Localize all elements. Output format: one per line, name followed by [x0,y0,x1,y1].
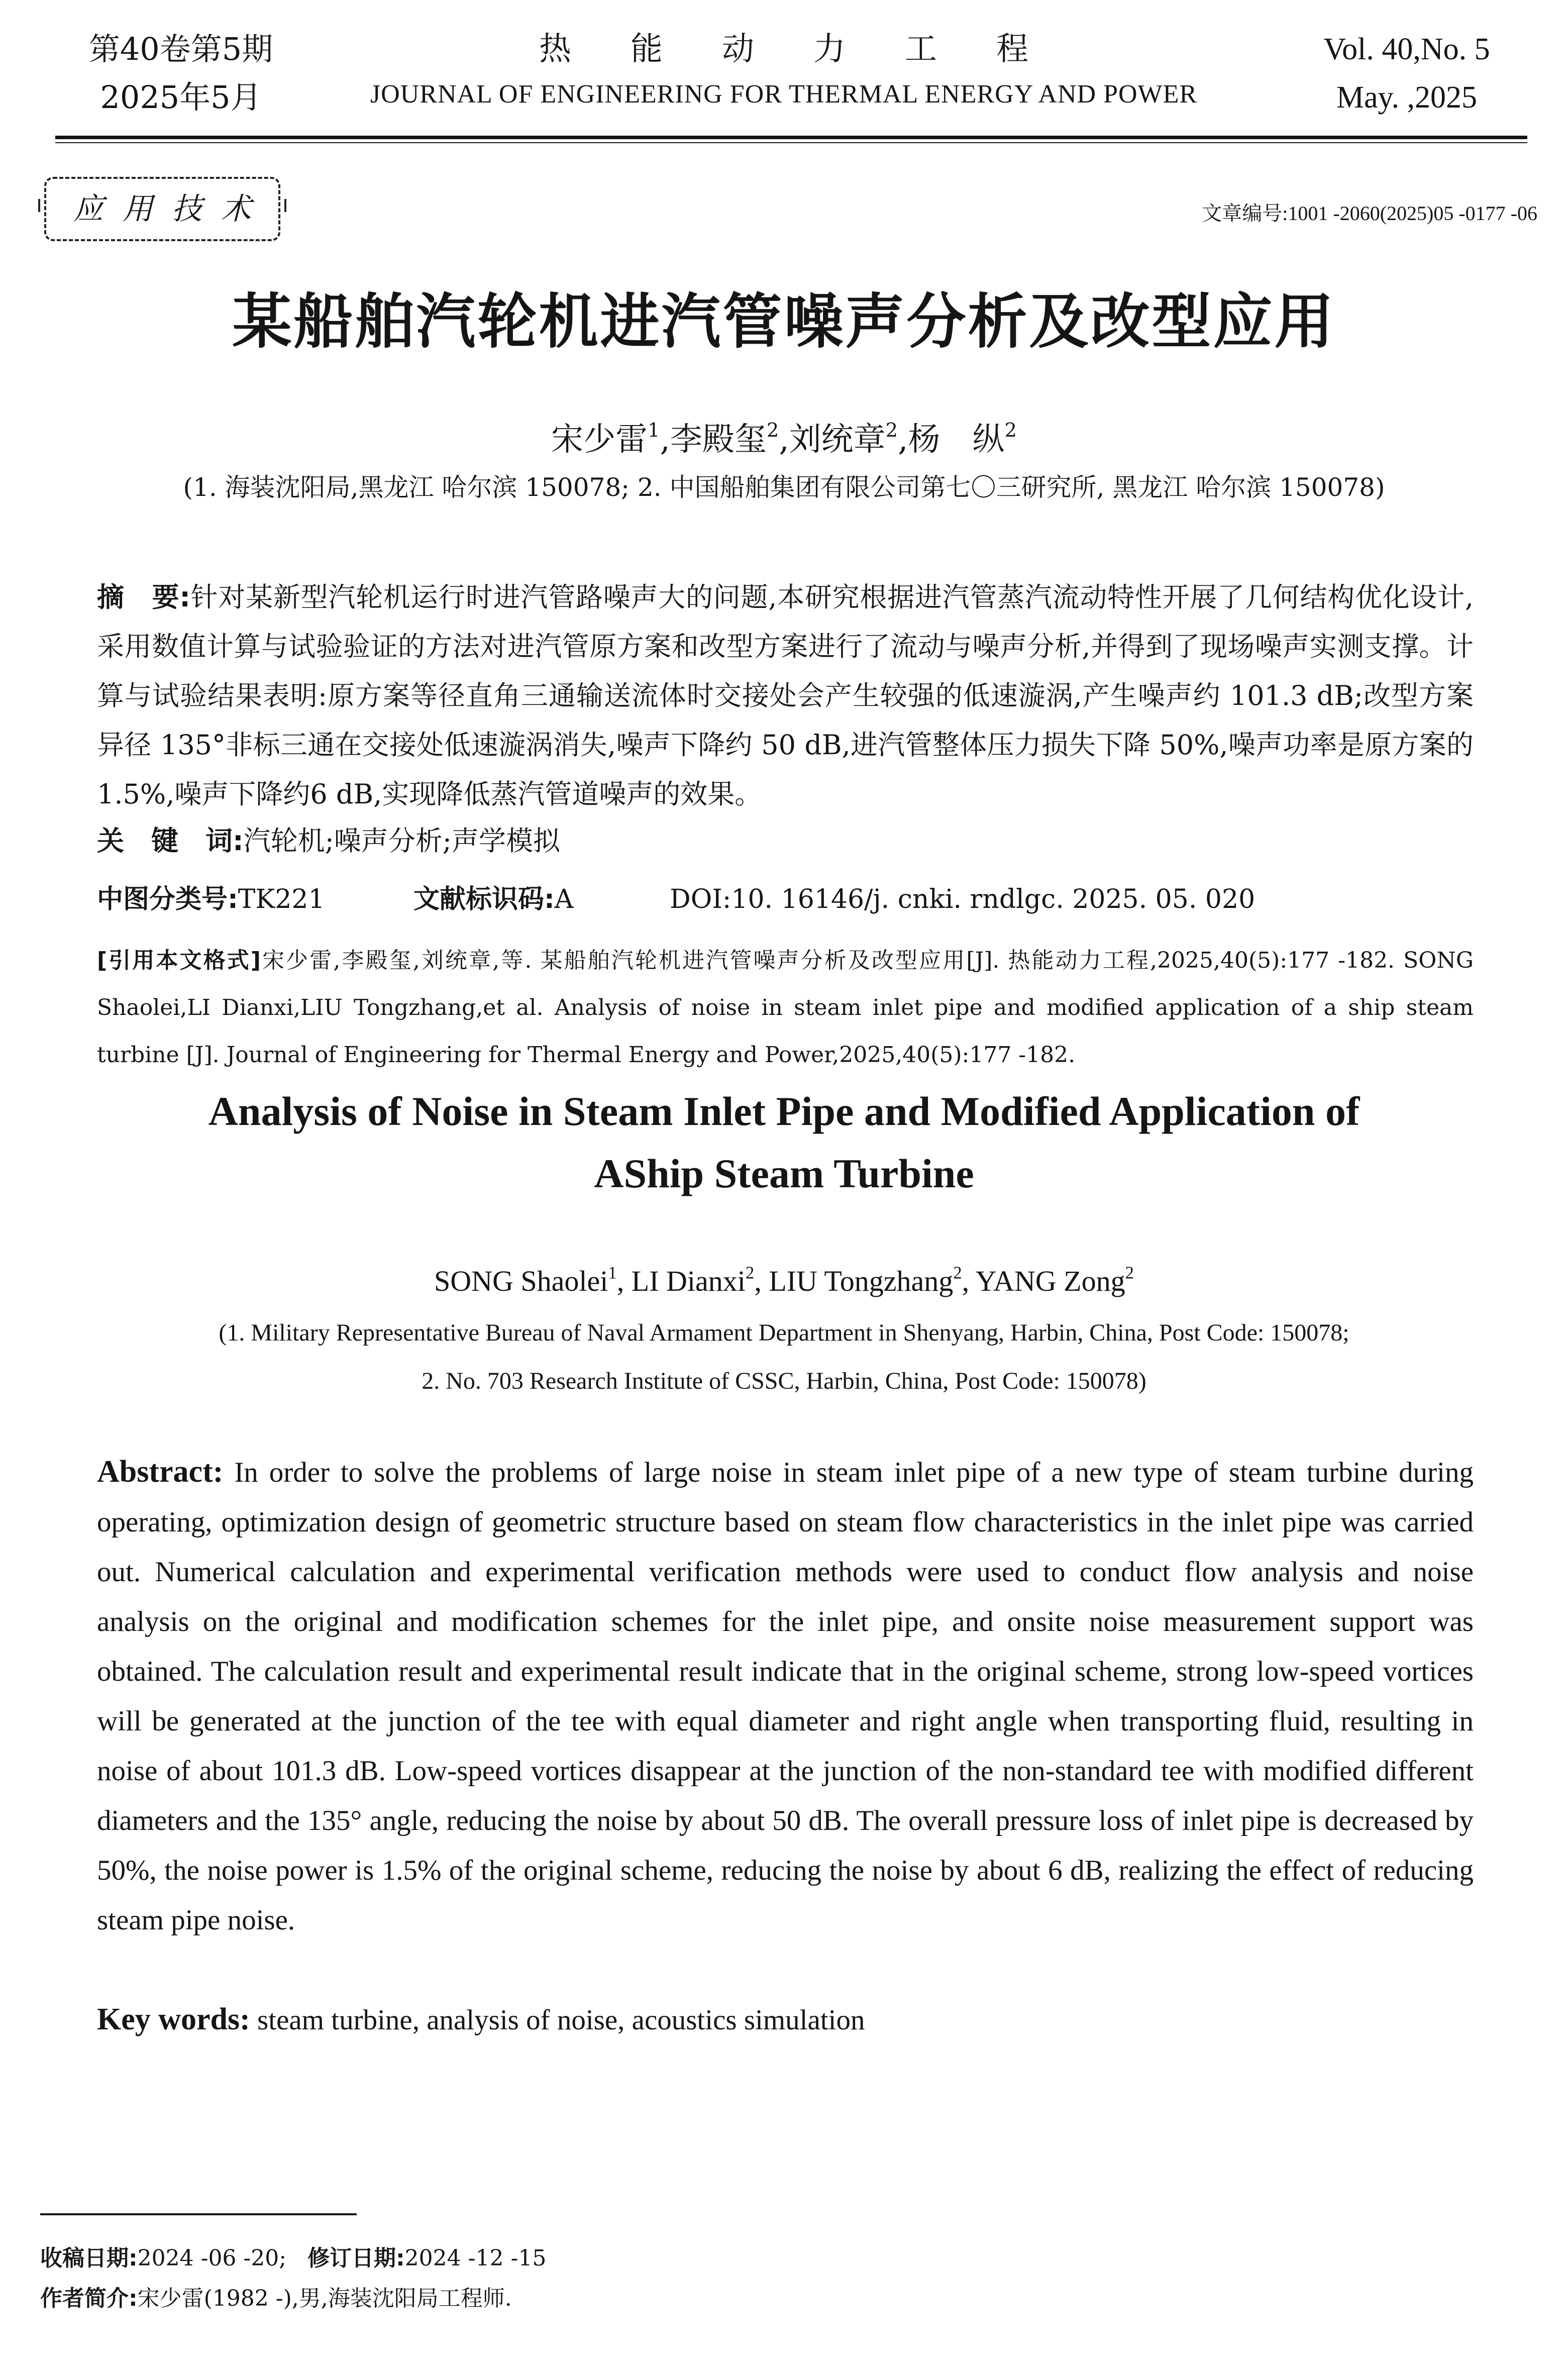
keywords-cn [97,816,1474,866]
abstract-en-label: Abstract: [97,1455,224,1489]
abstract-en-text: In order to solve the problems of large noise in steam inlet pipe of a new type of steam turbine during operating, optimization design of geometric structure based on steam flow characteristics in the inlet pipe was carried out. Numerical calculation and experimental verification methods were used to conduct flow analysis and noise analysis on the original and modification schemes for the inlet pipe, and onsite noise measurement support was obtained. The calculation result and experimental result indicate that in the original scheme, strong low-speed vortices will be generated at the junction of the tee with equal diameter and right angle when transporting fluid, resulting in noise of about 101.3 dB. Low-speed vortices disappear at the junction of the non-standard tee with modified different diameters and the 135° angle, reducing the noise by about 50 dB. The overall pressure loss of inlet pipe is decreased by 50%, the noise power is 1.5% of the original scheme, reducing the noise by about 6 dB, realizing the effect of reducing steam pipe noise. [97,1457,1474,1936]
keywords-en-label: Key words: [97,2002,250,2036]
affiliation-en-line1: (1. Military Representative Bureau of Naval Armament Department in Shenyang, Harbin, China, Post Code: 150078; [219,1319,1349,1346]
article-number: 文章编号:1001 -2060(2025)05 -0177 -06 [1202,202,1537,225]
box-tick-right [284,199,286,212]
author-cn: 宋少雷$^1$ [551,419,660,458]
abstract-cn [97,573,1474,819]
citation-text: 宋少雷,李殿玺,刘统章,等. 某船舶汽轮机进汽管噪声分析及改型应用[J]. 热能动力工程,2025,40(5):177 -182. SONG Shaolei,LI Dianxi,LIU Tongzhang,et al. Analysis of noise in steam inlet pipe and modified application of a ship steam turbine [J]. Journal of Engineering for Thermal Energy and Power,2025,40(5):177 -182. [97,948,1474,1068]
author-cn: 杨 纵$^2$ [908,419,1017,458]
issue-info-cn [55,25,306,122]
column-tag-label: 应用技术 [73,191,270,227]
authors-cn: 宋少雷$^1$,李殿玺$^2$,刘统章$^2$,杨 纵$^2$ [551,419,1017,458]
journal-name-cn: 热能动力工程 [539,31,1088,68]
author-cn: 李殿玺$^2$ [670,419,779,458]
dates-footnote: 收稿日期:2024 -06 -20; 修订日期:2024 -12 -15 [40,2245,547,2271]
keywords-en-text: steam turbine, analysis of noise, acoustics simulation [257,2004,865,2036]
volume-en: Vol. 40,No. 5 [1323,32,1490,66]
keywords-en [97,1995,1474,2045]
authors-en: SONG Shaolei$^1$, LI Dianxi$^2$, LIU Tongzhang$^2$, YANG Zong$^2$ [434,1263,1134,1297]
affiliation-cn: (1. 海装沈阳局,黑龙江 哈尔滨 150078; 2. 中国船舶集团有限公司第七〇三研究所, 黑龙江 哈尔滨 150078) [183,473,1385,502]
abstract-cn-text: 针对某新型汽轮机运行时进汽管路噪声大的问题,本研究根据进汽管蒸汽流动特性开展了几何结构优化设计,采用数值计算与试验验证的方法对进汽管原方案和改型方案进行了流动与噪声分析,并得到了现场噪声实测支撑。计算与试验结果表明:原方案等径直角三通输送流体时交接处会产生较强的低速漩涡,产生噪声约 101.3 dB;改型方案异径 135°非标三通在交接处低速漩涡消失,噪声下降约 50 dB,进汽管整体压力损失下降 50%,噪声功率是原方案的 1.5%,噪声下降约6 dB,实现降低蒸汽管道噪声的效果。 [97,581,1474,810]
title-en-line1: Analysis of Noise in Steam Inlet Pipe and Modified Application of [208,1088,1360,1134]
title-cn: 某船舶汽轮机进汽管噪声分析及改型应用 [232,287,1336,356]
abstract-en [97,1447,1474,1945]
author-en: SONG Shaolei$^1$ [434,1263,617,1297]
classification-line [97,877,1474,922]
volume-cn: 第40卷第5期 [88,31,273,67]
affiliation-en [0,1309,1568,1405]
citation [97,937,1474,1079]
abstract-cn-label: 摘 要: [97,581,190,613]
title-en-line2: AShip Steam Turbine [594,1151,974,1196]
title-en [0,1080,1568,1205]
keywords-cn-text: 汽轮机;噪声分析;声学模拟 [243,825,560,857]
doi: DOI:10. 16146/j. cnki. rndlgc. 2025. 05. 020 [670,884,1256,914]
box-tick-left [38,199,40,212]
footnote-rule [40,2213,357,2215]
column-tag [44,177,280,241]
author-en: YANG Zong$^2$ [975,1263,1134,1297]
doc-code: 文献标识码:A [413,884,574,914]
author-en: LI Dianxi$^2$ [631,1263,755,1297]
citation-label: [引用本文格式] [97,948,261,973]
author-en: LIU Tongzhang$^2$ [769,1263,962,1297]
date-en: May. ,2025 [1336,80,1478,115]
clc: 中图分类号:TK221 [97,884,325,914]
header-rule [55,136,1527,139]
issue-info-en [1286,25,1527,122]
author-bio-footnote: 作者简介:宋少雷(1982 -),男,海装沈阳局工程师. [40,2286,512,2311]
affiliation-en-line2: 2. No. 703 Research Institute of CSSC, Harbin, China, Post Code: 150078) [422,1368,1146,1394]
journal-name-en: JOURNAL OF ENGINEERING FOR THERMAL ENERGY AND POWER [370,80,1198,109]
keywords-cn-label: 关 键 词: [97,825,244,857]
journal-name [352,25,1216,116]
header-rule-thin [55,142,1527,143]
date-cn: 2025年5月 [100,79,262,116]
author-cn: 刘统章$^2$ [789,419,898,458]
